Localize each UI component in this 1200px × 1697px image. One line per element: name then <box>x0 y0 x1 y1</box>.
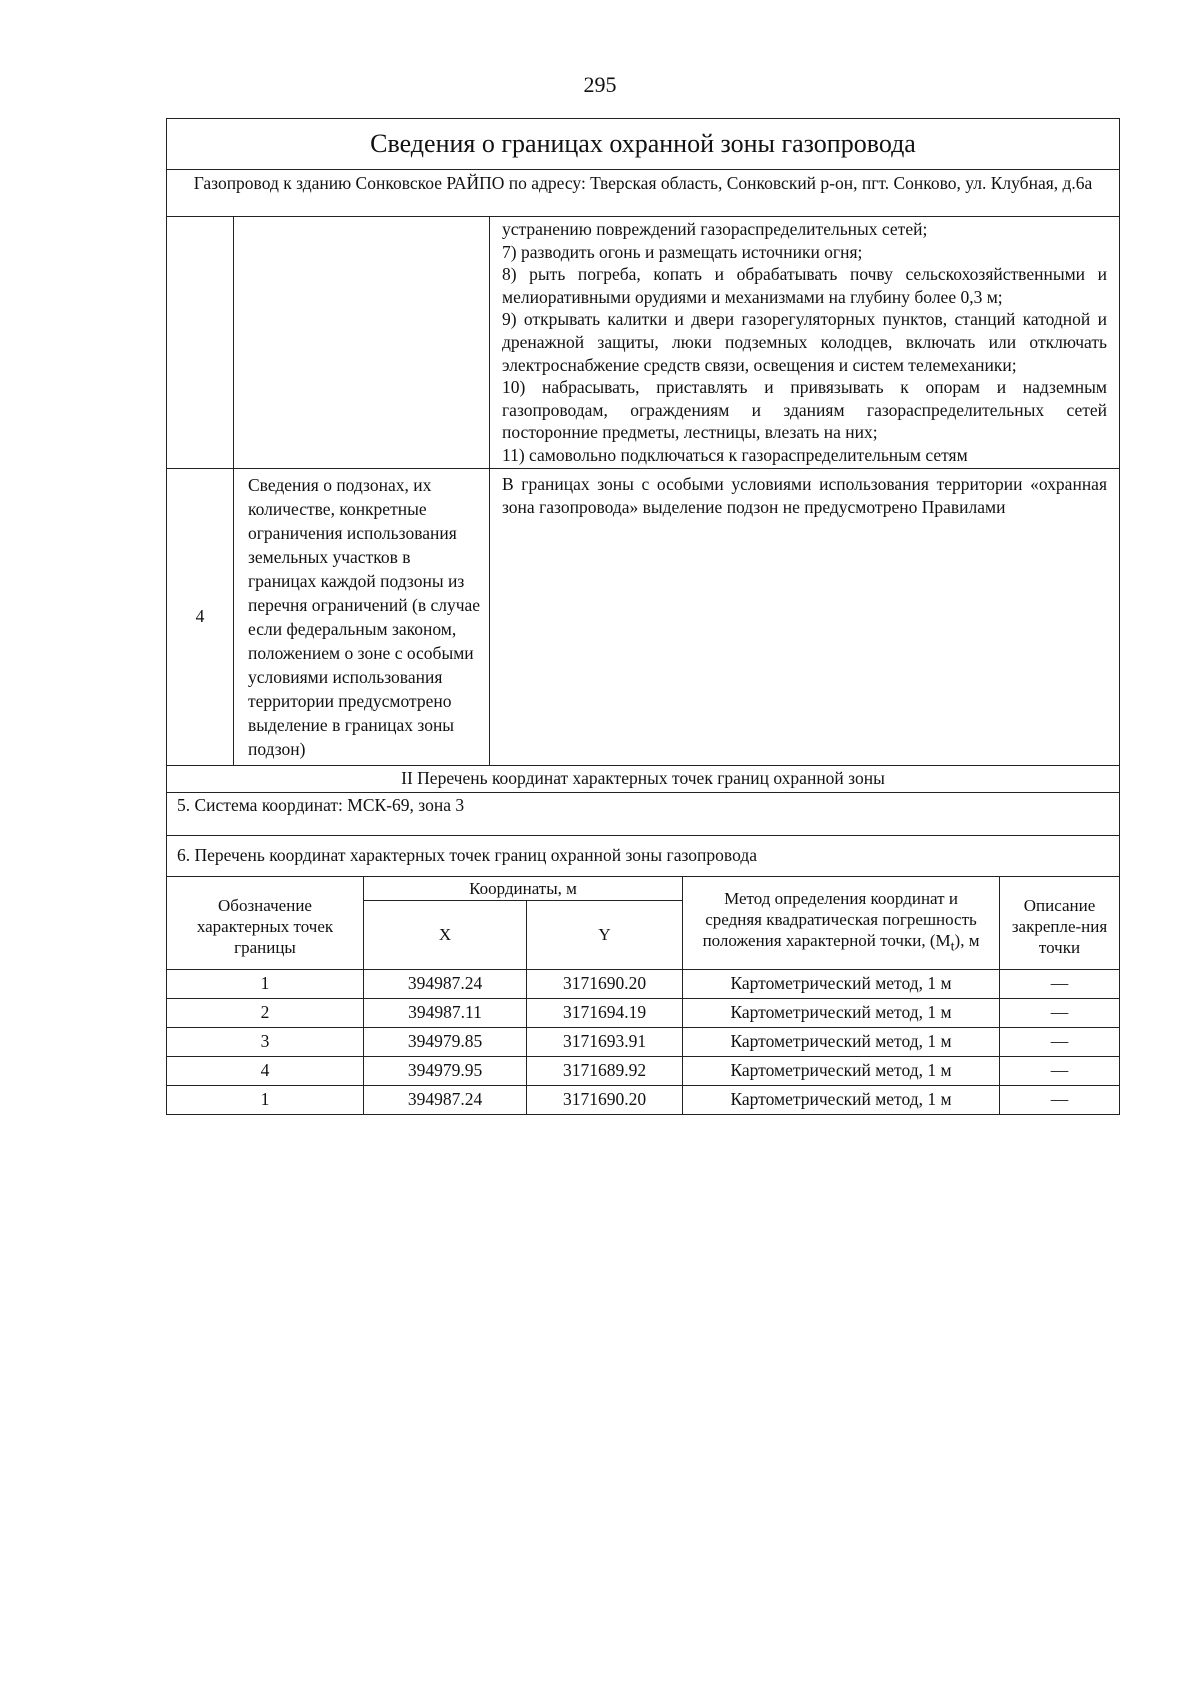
table-row <box>167 1056 1120 1085</box>
point-id: 1 <box>167 1085 364 1114</box>
table-row <box>167 998 1120 1027</box>
subzones-row <box>167 468 1120 765</box>
point-id: 2 <box>167 998 364 1027</box>
method: Картометрический метод, 1 м <box>683 998 1000 1027</box>
coord-y: 3171690.20 <box>527 1085 683 1114</box>
method: Картометрический метод, 1 м <box>683 1027 1000 1056</box>
table-row <box>167 1027 1120 1056</box>
restrictions-list <box>490 217 1120 469</box>
row-name: Сведения о подзонах, их количестве, конкретные ограничения использования земельных участков в границах каждой подзоны из перечня ограничений (в случае если федеральным законом, положением о зоне с особыми условиями использования территории предусмотрено выделение в границах зоны подзон) <box>234 468 490 765</box>
row-number: 4 <box>167 468 234 765</box>
pipeline-address: Газопровод к зданию Сонковское РАЙПО по адресу: Тверская область, Сонковский р-он, пгт. Сонково, ул. Клубная, д.6а <box>167 170 1120 217</box>
method-header-end: ), м <box>954 930 980 950</box>
table-row <box>167 969 1120 998</box>
col-header-y: Y <box>527 900 683 969</box>
coordinate-list-title: 6. Перечень координат характерных точек границ охранной зоны газопровода <box>167 835 1120 876</box>
zone-document <box>166 118 1119 1115</box>
restriction-item: 11) самовольно подключаться к газораспределительным сетям <box>502 444 968 465</box>
coordinate-system: 5. Система координат: МСК-69, зона 3 <box>167 792 1120 835</box>
page-number: 295 <box>583 72 617 97</box>
point-id: 3 <box>167 1027 364 1056</box>
coord-x: 394987.24 <box>364 969 527 998</box>
coordinates-table <box>166 876 1120 1115</box>
row-number-empty <box>167 217 234 469</box>
point-desc: — <box>1000 1056 1120 1085</box>
row-name-empty <box>234 217 490 469</box>
col-header-method <box>683 876 1000 969</box>
restriction-item: 9) открывать калитки и двери газорегуляторных пунктов, станций катодной и дренажной защиты, люки подземных колодцев, включать или отключать электроснабжение средств связи, освещения и систем телемеханики; <box>502 309 1107 375</box>
point-desc: — <box>1000 969 1120 998</box>
restriction-item: 8) рыть погреба, копать и обрабатывать почву сельскохозяйственными и мелиоративными орудиями и механизмами на глубину более 0,3 м; <box>502 264 1107 307</box>
coord-y: 3171689.92 <box>527 1056 683 1085</box>
method-subscript: t <box>950 938 955 955</box>
restriction-item: 7) разводить огонь и размещать источники огня; <box>502 241 863 262</box>
coord-x: 394987.24 <box>364 1085 527 1114</box>
coord-y: 3171693.91 <box>527 1027 683 1056</box>
col-header-x: X <box>364 900 527 969</box>
point-desc: — <box>1000 1027 1120 1056</box>
col-header-coords: Координаты, м <box>364 876 683 900</box>
coord-x: 394979.95 <box>364 1056 527 1085</box>
restriction-item: 10) набрасывать, приставлять и привязывать к опорам и надземным газопроводам, ограждениям и зданиям газораспределительных сетей посторонние предметы, лестницы, влезать на них; <box>502 377 1107 443</box>
point-id: 1 <box>167 969 364 998</box>
row-description: В границах зоны с особыми условиями использования территории «охранная зона газопровода» выделение подзон не предусмотрено Правилами <box>490 468 1120 765</box>
method: Картометрический метод, 1 м <box>683 1056 1000 1085</box>
restriction-item: устранению повреждений газораспределительных сетей; <box>502 219 928 239</box>
coord-x: 394987.11 <box>364 998 527 1027</box>
method: Картометрический метод, 1 м <box>683 969 1000 998</box>
col-header-desc: Описание закрепле-ния точки <box>1000 876 1120 969</box>
method: Картометрический метод, 1 м <box>683 1085 1000 1114</box>
coord-y: 3171690.20 <box>527 969 683 998</box>
col-header-point: Обозначение характерных точек границы <box>167 876 364 969</box>
restrictions-row <box>167 217 1120 469</box>
point-id: 4 <box>167 1056 364 1085</box>
table-row <box>167 1085 1120 1114</box>
section-title: II Перечень координат характерных точек границ охранной зоны <box>167 765 1120 792</box>
method-header-text: Метод определения координат и средняя квадратическая погрешность положения характерной точки, (M <box>702 888 977 950</box>
point-desc: — <box>1000 998 1120 1027</box>
coord-x: 394979.85 <box>364 1027 527 1056</box>
coord-y: 3171694.19 <box>527 998 683 1027</box>
document-title: Сведения о границах охранной зоны газопровода <box>167 119 1120 170</box>
point-desc: — <box>1000 1085 1120 1114</box>
zone-info-table <box>166 118 1120 877</box>
